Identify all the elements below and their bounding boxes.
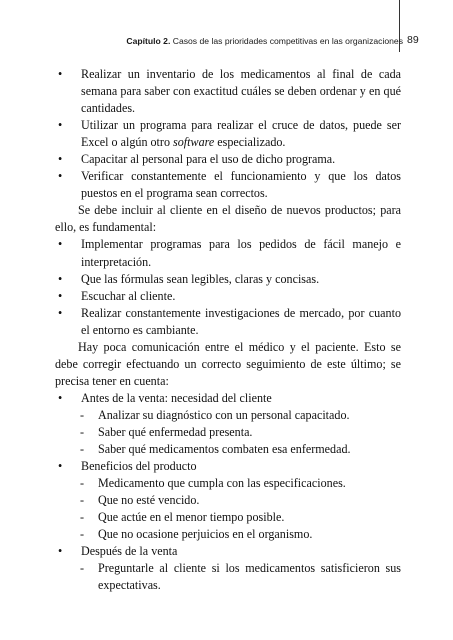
bullet-marker: • bbox=[58, 305, 63, 320]
list-item-text: Implementar programas para los pedidos de fácil manejo e interpretación. bbox=[81, 237, 401, 269]
bullet-marker: • bbox=[58, 67, 63, 81]
list-item bbox=[55, 390, 401, 407]
list-item bbox=[55, 117, 401, 151]
sub-list-item-text: Saber qué medicamentos combaten esa enfermedad. bbox=[98, 442, 351, 457]
bullet-marker: • bbox=[58, 390, 63, 405]
dash-marker: - bbox=[80, 442, 85, 457]
sub-list-item bbox=[55, 475, 401, 492]
list-item-text: Escuchar al cliente. bbox=[81, 288, 176, 303]
dash-marker: - bbox=[80, 424, 85, 439]
bullet-marker: • bbox=[58, 118, 63, 133]
list-item-text: Realizar un inventario de los medicamentos al final de cada semana para saber con exactitud cuáles se deben ordenar y en qué cantidades. bbox=[81, 67, 401, 116]
bullet-marker: • bbox=[58, 544, 63, 559]
sub-list-item bbox=[55, 509, 401, 526]
list-item-text: Que las fórmulas sean legibles, claras y concisas. bbox=[81, 271, 320, 286]
dash-marker: - bbox=[80, 407, 85, 422]
dash-marker: - bbox=[80, 476, 85, 491]
dash-marker: - bbox=[80, 527, 85, 542]
list-item bbox=[55, 271, 401, 288]
list-item bbox=[55, 543, 401, 560]
dash-marker: - bbox=[80, 561, 85, 576]
body-text bbox=[55, 66, 401, 594]
list-item-text: Verificar constantemente el funcionamiento y que los datos puestos en el programa sean correctos. bbox=[81, 169, 401, 201]
sub-list-item-text: Analizar su diagnóstico con un personal capacitado. bbox=[98, 407, 350, 422]
list-item-text: Capacitar al personal para el uso de dicho programa. bbox=[81, 152, 336, 167]
sub-list-item bbox=[55, 424, 401, 441]
bullet-marker: • bbox=[58, 169, 63, 184]
sub-list-item bbox=[55, 526, 401, 543]
list-item bbox=[55, 151, 401, 168]
sub-list-item bbox=[55, 441, 401, 458]
bullet-marker: • bbox=[58, 459, 63, 474]
paragraph: Hay poca comunicación entre el médico y el paciente. Esto se debe corregir efectuando un correcto seguimiento de este último; se precisa tener en cuenta: bbox=[55, 339, 401, 388]
list-item-text: Utilizar un programa para realizar el cruce de datos, puede ser Excel o algún otro bbox=[81, 118, 401, 150]
sub-list-item-text: Saber qué enfermedad presenta. bbox=[98, 424, 253, 439]
list-item-text: Después de la venta bbox=[81, 544, 178, 559]
list-item bbox=[55, 305, 401, 339]
paragraph: Se debe incluir al cliente en el diseño de nuevos productos; para ello, es fundamental: bbox=[55, 203, 401, 235]
list-item bbox=[55, 168, 401, 202]
sub-list-item bbox=[55, 407, 401, 424]
list-item-text: Realizar constantemente investigaciones de mercado, por cuanto el entorno es cambiante. bbox=[81, 305, 401, 337]
emphasis-text: software bbox=[173, 135, 215, 150]
chapter-label: Capítulo 2. bbox=[126, 36, 171, 46]
page-number: 89 bbox=[407, 34, 419, 46]
sub-list-item-text: Medicamento que cumpla con las especificaciones. bbox=[98, 476, 346, 491]
sub-list-item-text: Que no ocasione perjuicios en el organismo. bbox=[98, 527, 313, 542]
list-item bbox=[55, 288, 401, 305]
bullet-marker: • bbox=[58, 271, 63, 286]
list-item-text: especializado. bbox=[214, 135, 286, 150]
bullet-marker: • bbox=[58, 152, 63, 167]
chapter-title: Casos de las prioridades competitivas en las organizaciones bbox=[172, 36, 403, 46]
list-item bbox=[55, 66, 401, 117]
list-item-text: Beneficios del producto bbox=[81, 459, 197, 474]
sub-list-item-text: Que no esté vencido. bbox=[98, 493, 200, 508]
sub-list-item-text: Preguntarle al cliente si los medicamentos satisficieron sus expectativas. bbox=[98, 561, 401, 593]
list-item bbox=[55, 236, 401, 270]
list-item bbox=[55, 458, 401, 475]
dash-marker: - bbox=[80, 510, 85, 525]
bullet-marker: • bbox=[58, 237, 63, 252]
list-item-text: Antes de la venta: necesidad del cliente bbox=[81, 390, 272, 405]
bullet-marker: • bbox=[58, 288, 63, 303]
sub-list-item-text: Que actúe en el menor tiempo posible. bbox=[98, 510, 285, 525]
sub-list-item bbox=[55, 560, 401, 594]
dash-marker: - bbox=[80, 493, 85, 508]
sub-list-item bbox=[55, 492, 401, 509]
running-header bbox=[126, 36, 403, 46]
